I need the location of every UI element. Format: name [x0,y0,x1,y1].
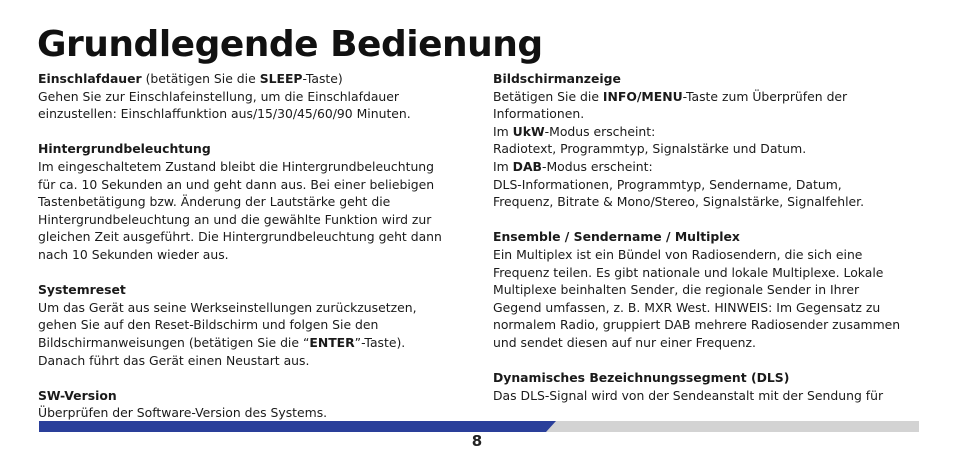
info-menu-key: INFO/MENU [602,88,683,104]
display-l3-post: -Modus erscheint: [544,123,656,139]
footer-bar-blue [39,421,556,432]
backlight-heading: Hintergrundbeleuchtung [38,141,211,157]
backlight-text-line: für ca. 10 Sekunden an und geht dann aus. Bei einer beliebigen [38,176,435,192]
right-column [493,70,923,422]
backlight-text-line: Im eingeschaltetem Zustand bleibt die Hintergrundbeleuchtung [38,158,435,174]
ensemble-text-line: und sendet diesen auf nur einer Frequenz. [493,334,756,350]
display-l1-post: -Taste zum Überprüfen der [682,88,848,104]
sleep-text-line: einzustellen: Einschlaffunktion aus/15/30/45/60/90 Minuten. [38,106,411,122]
sleep-heading-suffix-post: -Taste) [302,71,343,86]
sleep-text-line: Gehen Sie zur Einschlafeinstellung, um die Einschlafdauer [38,88,399,104]
page-number: 8 [471,432,483,450]
display-text-line: DLS-Informationen, Programmtyp, Sendername, Datum, [493,176,842,192]
display-l5-post: -Modus erscheint: [542,158,653,174]
sw-text-line: Überprüfen der Software-Version des Systems. [38,405,328,421]
reset-line3-post: ”-Taste). [354,334,406,350]
section-display [493,70,923,211]
section-dls [493,369,923,404]
sleep-key: SLEEP [259,71,303,86]
reset-line3-pre: Bildschirmanweisungen (betätigen Sie die “ [38,334,310,350]
reset-text-line: Um das Gerät aus seine Werkseinstellungen zurückzusetzen, [38,299,417,315]
dls-text-line: Das DLS-Signal wird von der Sendeanstalt mit der Sendung für [493,387,884,403]
ensemble-heading: Ensemble / Sendername / Multiplex [493,229,740,245]
sleep-heading-line [38,70,478,88]
dls-heading: Dynamisches Bezeichnungssegment (DLS) [493,370,790,386]
ensemble-text-line: Frequenz teilen. Es gibt nationale und lokale Multiplexe. Lokale [493,264,884,280]
ensemble-text-line: Ein Multiplex ist ein Bündel von Radiosendern, die sich eine [493,246,863,262]
sleep-heading-suffix-pre: (betätigen Sie die [141,71,260,86]
reset-heading: Systemreset [38,282,126,298]
enter-key: ENTER [309,334,355,350]
section-sleep [38,70,478,123]
display-text-line: Informationen. [493,106,585,122]
reset-text-line: gehen Sie auf den Reset-Bildschirm und folgen Sie den [38,317,379,333]
sleep-heading: Einschlafdauer [38,71,142,86]
backlight-text-line: gleichen Zeit ausgeführt. Die Hintergrundbeleuchtung geht dann [38,229,442,245]
reset-text-line [38,334,478,352]
ukw-key: UkW [512,123,545,139]
section-reset [38,281,478,369]
section-backlight [38,140,478,263]
page-title: Grundlegende Bedienung [37,24,543,65]
display-text-line: Frequenz, Bitrate & Mono/Stereo, Signalstärke, Signalfehler. [493,194,865,210]
display-l1-pre: Betätigen Sie die [493,88,603,104]
reset-text-line: Danach führt das Gerät einen Neustart aus. [38,352,310,368]
backlight-text-line: Hintergrundbeleuchtung an und die gewählte Funktion wird zur [38,211,432,227]
section-ensemble [493,228,923,351]
section-sw-version [38,387,478,422]
display-text-line [493,158,923,176]
display-heading: Bildschirmanzeige [493,71,621,86]
backlight-text-line: nach 10 Sekunden wieder aus. [38,246,229,262]
ensemble-text-line: Multiplexe beinhalten Sender, die regionale Sender in Ihrer [493,282,860,298]
left-column [38,70,478,439]
ensemble-text-line: Gegend umfassen, z. B. MXR West. HINWEIS: Im Gegensatz zu [493,299,881,315]
display-l3-pre: Im [493,123,513,139]
display-text-line [493,123,923,141]
backlight-text-line: Tastenbetätigung bzw. Änderung der Lautstärke geht die [38,194,391,210]
display-text-line [493,88,923,106]
display-text-line: Radiotext, Programmtyp, Signalstärke und Datum. [493,141,807,157]
dab-key: DAB [512,158,542,174]
footer-bar [39,421,919,432]
display-l5-pre: Im [493,158,513,174]
sw-heading: SW-Version [38,387,117,403]
footer-bar-gray [544,421,919,432]
ensemble-text-line: normalem Radio, gruppiert DAB mehrere Radiosender zusammen [493,317,901,333]
